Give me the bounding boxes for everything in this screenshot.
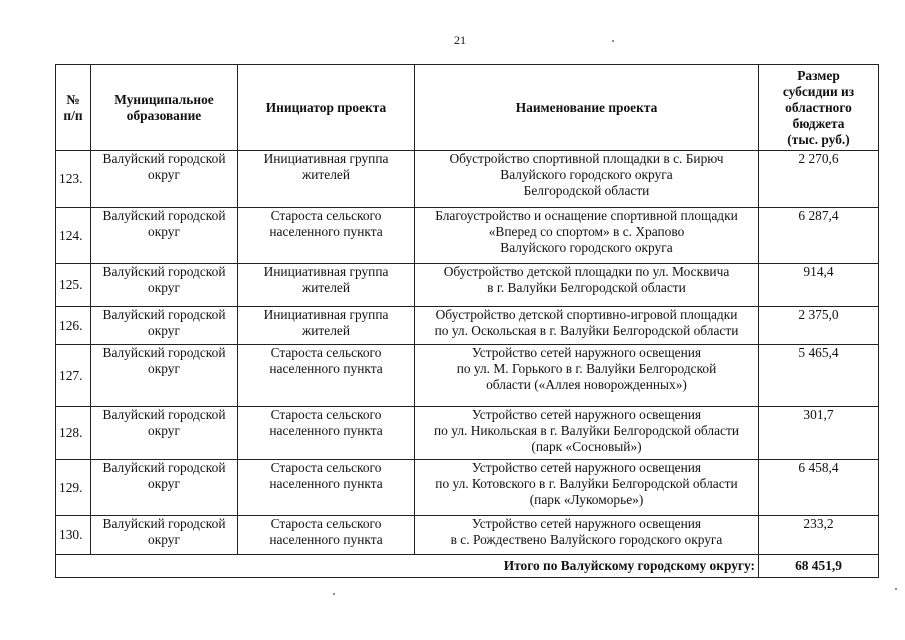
total-row <box>56 555 879 578</box>
row-number: 124. <box>56 208 91 264</box>
header-initiator: Инициатор проекта <box>238 65 415 151</box>
table-row <box>56 460 879 516</box>
initiator-cell: Инициативная группа жителей <box>238 307 415 345</box>
amount-cell: 2 375,0 <box>759 307 879 345</box>
row-number: 129. <box>56 460 91 516</box>
municipality-cell: Валуйский городской округ <box>91 345 238 407</box>
amount-cell: 6 287,4 <box>759 208 879 264</box>
scan-speck <box>333 593 335 595</box>
initiator-cell: Инициативная группа жителей <box>238 151 415 208</box>
header-municipality: Муниципальное образование <box>91 65 238 151</box>
table-row <box>56 407 879 460</box>
amount-cell: 233,2 <box>759 516 879 555</box>
amount-cell: 5 465,4 <box>759 345 879 407</box>
header-subsidy: Размер субсидии из областного бюджета (тыс. руб.) <box>759 65 879 151</box>
initiator-cell: Инициативная группа жителей <box>238 264 415 307</box>
project-cell: Устройство сетей наружного освещения по ул. М. Горького в г. Валуйки Белгородской области («Аллея новорожденных») <box>415 345 759 407</box>
table-row <box>56 516 879 555</box>
table-row <box>56 208 879 264</box>
scan-speck <box>895 588 897 590</box>
project-cell: Обустройство детской площадки по ул. Москвича в г. Валуйки Белгородской области <box>415 264 759 307</box>
amount-cell: 301,7 <box>759 407 879 460</box>
table-header-row <box>56 65 879 151</box>
municipality-cell: Валуйский городской округ <box>91 307 238 345</box>
municipality-cell: Валуйский городской округ <box>91 407 238 460</box>
initiator-cell: Староста сельского населенного пункта <box>238 407 415 460</box>
project-cell: Устройство сетей наружного освещения в с. Рождествено Валуйского городского округа <box>415 516 759 555</box>
project-cell: Обустройство детской спортивно-игровой площадки по ул. Оскольская в г. Валуйки Белгородской области <box>415 307 759 345</box>
row-number: 130. <box>56 516 91 555</box>
table-row <box>56 307 879 345</box>
municipality-cell: Валуйский городской округ <box>91 264 238 307</box>
municipality-cell: Валуйский городской округ <box>91 460 238 516</box>
project-cell: Благоустройство и оснащение спортивной площадки «Вперед со спортом» в с. Храпово Валуйского городского округа <box>415 208 759 264</box>
municipality-cell: Валуйский городской округ <box>91 208 238 264</box>
municipality-cell: Валуйский городской округ <box>91 516 238 555</box>
project-cell: Устройство сетей наружного освещения по ул. Котовского в г. Валуйки Белгородской области (парк «Лукоморье») <box>415 460 759 516</box>
row-number: 126. <box>56 307 91 345</box>
row-number: 123. <box>56 151 91 208</box>
initiator-cell: Староста сельского населенного пункта <box>238 516 415 555</box>
page-number: 21 <box>454 33 466 47</box>
header-project: Наименование проекта <box>415 65 759 151</box>
header-num: № п/п <box>56 65 91 151</box>
initiator-cell: Староста сельского населенного пункта <box>238 345 415 407</box>
table-row <box>56 345 879 407</box>
project-cell: Устройство сетей наружного освещения по ул. Никольская в г. Валуйки Белгородской области (парк «Сосновый») <box>415 407 759 460</box>
amount-cell: 914,4 <box>759 264 879 307</box>
project-cell: Обустройство спортивной площадки в с. Бирюч Валуйского городского округа Белгородской области <box>415 151 759 208</box>
municipality-cell: Валуйский городской округ <box>91 151 238 208</box>
scan-speck <box>612 40 614 42</box>
initiator-cell: Староста сельского населенного пункта <box>238 460 415 516</box>
total-label: Итого по Валуйскому городскому округу: <box>56 555 759 578</box>
table-row <box>56 151 879 208</box>
total-value: 68 451,9 <box>759 555 879 578</box>
amount-cell: 6 458,4 <box>759 460 879 516</box>
subsidy-table <box>55 64 879 578</box>
row-number: 128. <box>56 407 91 460</box>
row-number: 127. <box>56 345 91 407</box>
amount-cell: 2 270,6 <box>759 151 879 208</box>
initiator-cell: Староста сельского населенного пункта <box>238 208 415 264</box>
row-number: 125. <box>56 264 91 307</box>
table-row <box>56 264 879 307</box>
